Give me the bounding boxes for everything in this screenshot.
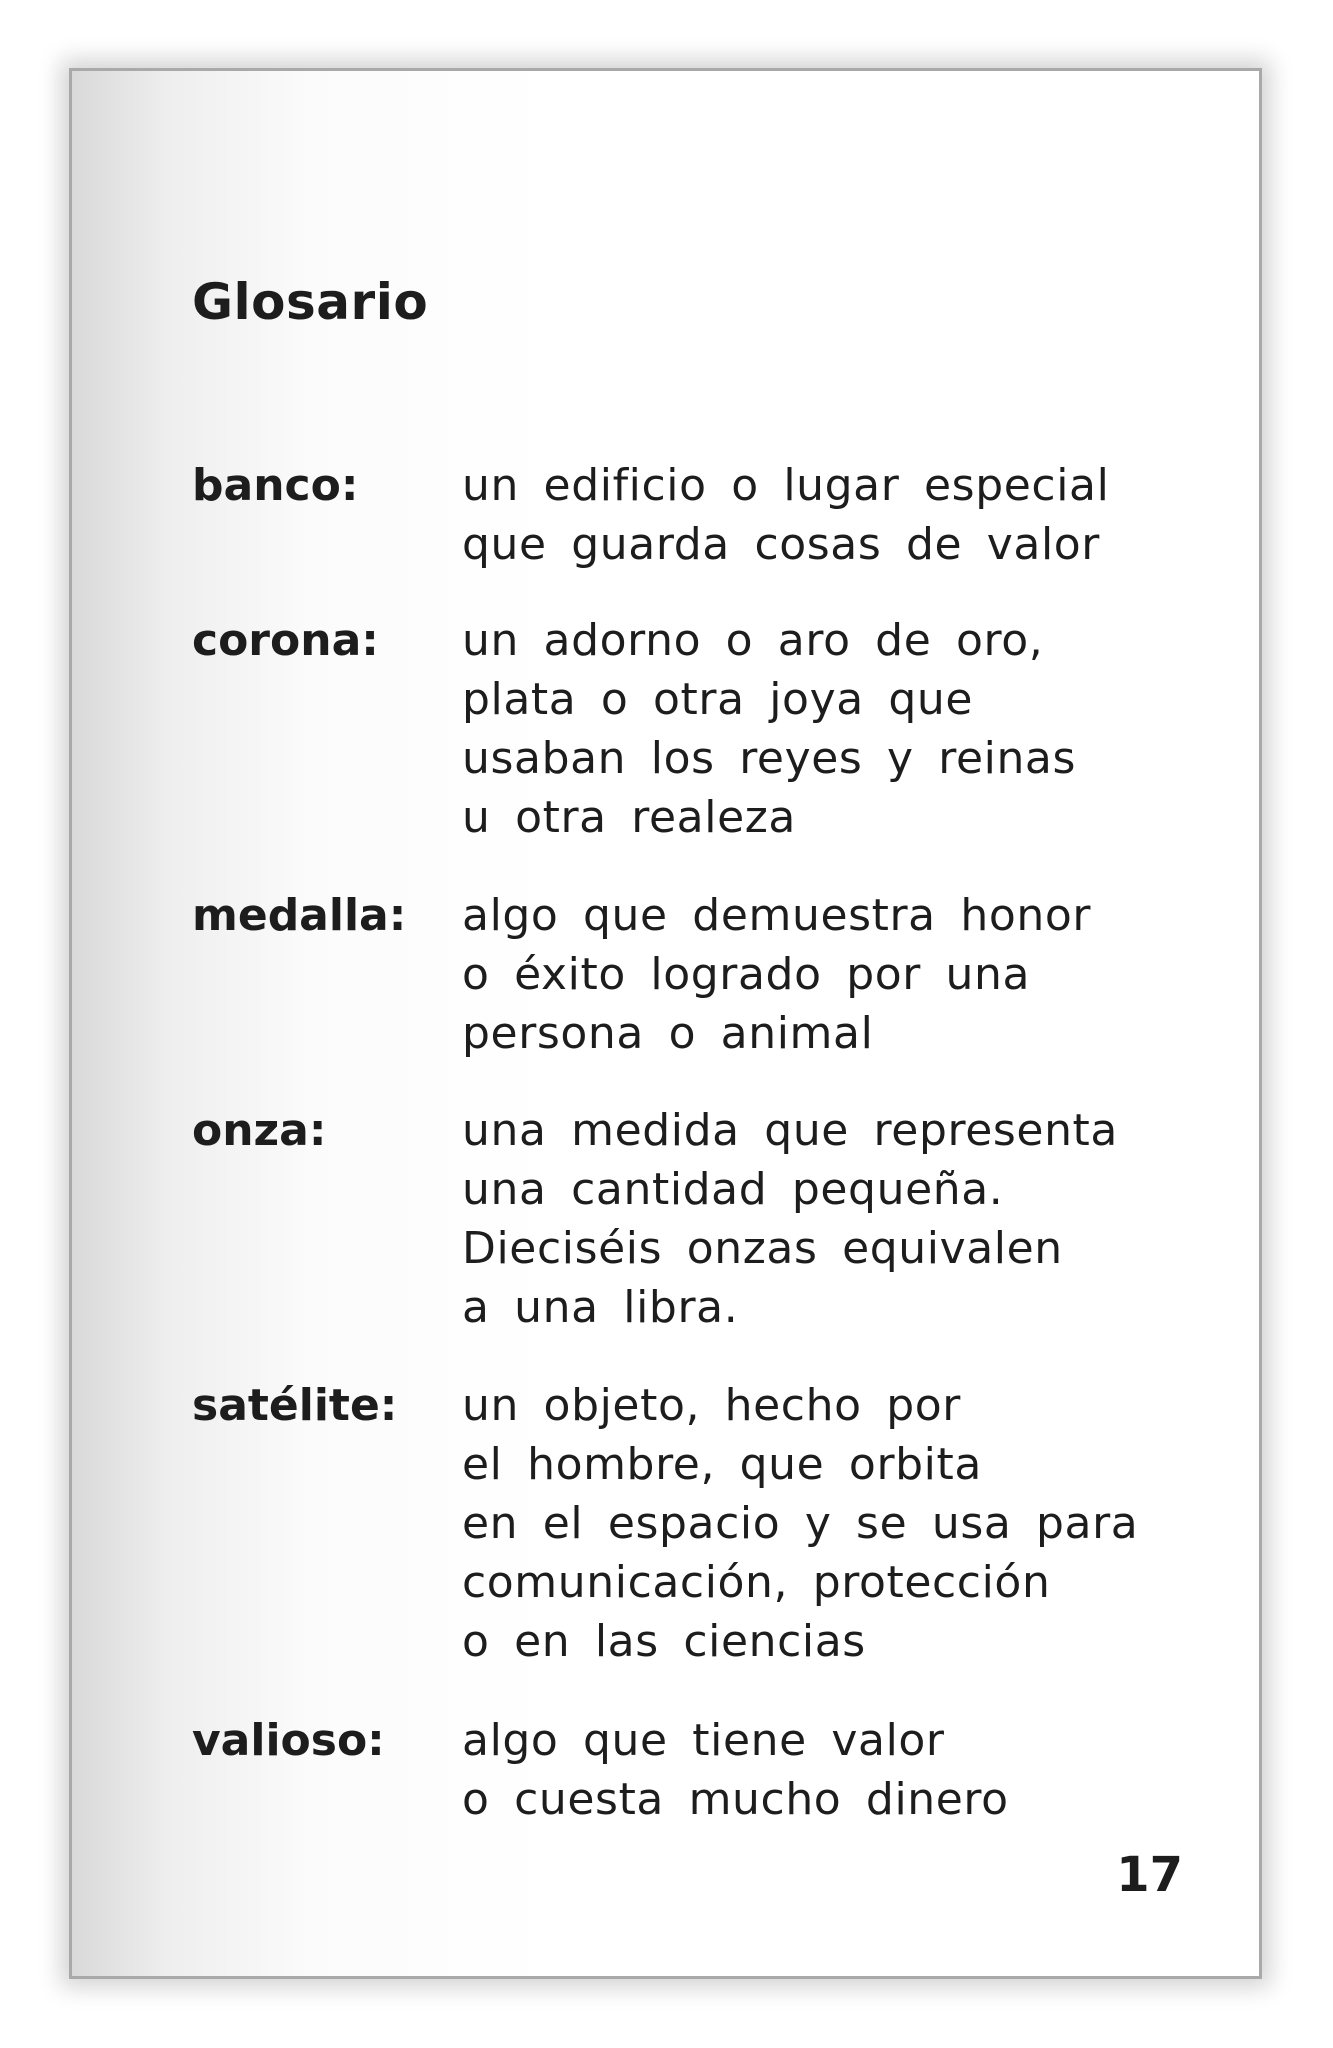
definition-line: un adorno o aro de oro,: [462, 615, 1044, 666]
definition-line: o cuesta mucho dinero: [462, 1774, 1009, 1825]
definition-line: o éxito logrado por una: [462, 949, 1031, 1000]
definition-line: persona o animal: [462, 1008, 874, 1059]
page-number: 17: [1116, 1847, 1183, 1903]
definition-line: en el espacio y se usa para: [462, 1498, 1139, 1549]
glossary-definition: [462, 1711, 1222, 1829]
definition-line: usaban los reyes y reinas: [462, 733, 1077, 784]
definition-line: Dieciséis onzas equivalen: [462, 1223, 1063, 1274]
book-page: [69, 68, 1262, 1979]
definition-line: que guarda cosas de valor: [462, 519, 1100, 570]
definition-line: comunicación, protección: [462, 1557, 1051, 1608]
glossary-definition: [462, 1376, 1222, 1671]
glossary-term: banco:: [192, 460, 359, 511]
definition-line: un edificio o lugar especial: [462, 460, 1110, 511]
glossary-term: satélite:: [192, 1380, 398, 1431]
glossary-term: medalla:: [192, 890, 407, 941]
glossary-term: onza:: [192, 1105, 327, 1156]
glossary-term: corona:: [192, 615, 379, 666]
definition-line: una medida que representa: [462, 1105, 1118, 1156]
glossary-term: valioso:: [192, 1715, 385, 1766]
page-title: Glosario: [192, 273, 429, 331]
definition-line: plata o otra joya que: [462, 674, 974, 725]
definition-line: un objeto, hecho por: [462, 1380, 961, 1431]
definition-line: algo que tiene valor: [462, 1715, 945, 1766]
definition-line: una cantidad pequeña.: [462, 1164, 1004, 1215]
glossary-definition: [462, 1101, 1222, 1337]
definition-line: o en las ciencias: [462, 1616, 866, 1667]
glossary-definition: [462, 611, 1222, 847]
definition-line: el hombre, que orbita: [462, 1439, 982, 1490]
definition-line: u otra realeza: [462, 792, 796, 843]
definition-line: algo que demuestra honor: [462, 890, 1092, 941]
glossary-definition: [462, 456, 1222, 574]
definition-line: a una libra.: [462, 1282, 739, 1333]
glossary-definition: [462, 886, 1222, 1063]
